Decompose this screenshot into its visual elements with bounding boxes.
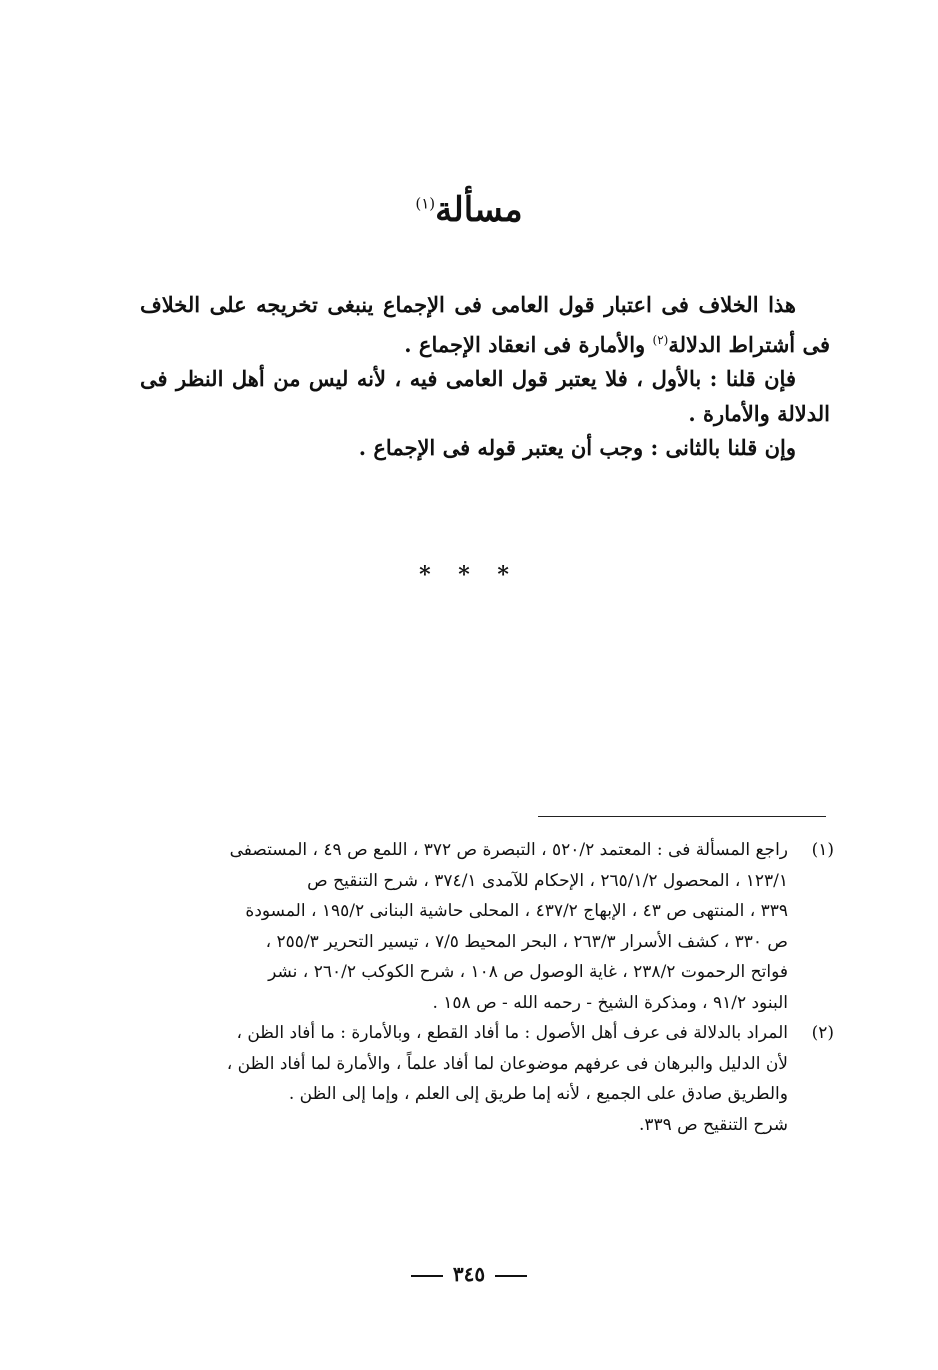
footnote-text — [138, 835, 788, 1018]
footnote-line: المراد بالدلالة فى عرف أهل الأصول : ما أفاد القطع ، وبالأمارة : ما أفاد الظن ، — [236, 1023, 788, 1043]
footnote-line: ص ٣٣٠ ، كشف الأسرار ٢٦٣/٣ ، البحر المحيط ٧/٥ ، تيسير التحرير ٢٥٥/٣ ، — [265, 931, 788, 952]
paragraph-2 — [140, 362, 830, 431]
body-line-2b: والأمارة فى انعقاد الإجماع . — [404, 331, 653, 357]
section-separator: * * * — [419, 562, 519, 588]
main-text — [140, 288, 830, 466]
footnote-line: البنود ٩١/٢ ، ومذكرة الشيخ - رحمه الله - ص ١٥٨ . — [432, 992, 788, 1013]
footnote-line: راجع المسألة فى : المعتمد ٥٢٠/٢ ، التبصرة ص ٣٧٢ ، اللمع ص ٤٩ ، المستصفى — [229, 840, 788, 860]
body-line-3: فإن قلنا : بالأول ، فلا يعتبر قول العامى فيه ، لأنه ليس من أهل النظر فى — [140, 366, 796, 391]
footnote-text — [138, 1018, 788, 1140]
paragraph-1 — [140, 288, 830, 362]
title-text: مسألة — [435, 190, 523, 230]
title-footnote-ref: (١) — [415, 194, 436, 213]
page-number-dash — [411, 1275, 443, 1277]
footnote-line: ١٢٣/١ ، المحصول ٢٦٥/١/٢ ، الإحكام للآمدى ٣٧٤/١ ، شرح التنقيح ص — [307, 870, 788, 891]
footnotes — [138, 835, 832, 1140]
footnote-line: ٣٣٩ ، المنتهى ص ٤٣ ، الإبهاج ٤٣٧/٢ ، المحلى حاشية البنانى ١٩٥/٢ ، المسودة — [245, 901, 788, 921]
page-number — [0, 1262, 938, 1286]
page-number-dash — [495, 1275, 527, 1277]
body-footnote-ref: (٢) — [652, 332, 669, 347]
footnote-line: شرح التنقيح ص ٣٣٩. — [638, 1114, 788, 1135]
footnote-number: (٢) — [811, 1023, 834, 1043]
footnote-line: لأن الدليل والبرهان فى عرفهم موضوعان لما أفاد علماً ، والأمارة لما أفاد الظن ، — [226, 1053, 788, 1074]
page-number-text: ٣٤٥ — [452, 1262, 486, 1286]
section-title — [0, 190, 938, 230]
body-line-5: وإن قلنا بالثانى : وجب أن يعتبر قوله فى الإجماع . — [358, 435, 796, 460]
footnote-line: والطريق صادق على الجميع ، لأنه إما طريق إلى العلم ، وإما إلى الظن . — [288, 1084, 788, 1104]
body-line-1: هذا الخلاف فى اعتبار قول العامى فى الإجماع ينبغى تخريجه على الخلاف فى — [140, 292, 830, 357]
footnote-divider — [538, 816, 826, 817]
footnote-line: فواتح الرحموت ٢٣٨/٢ ، غاية الوصول ص ١٠٨ ، شرح الكوكب ٢٦٠/٢ ، نشر — [268, 962, 788, 982]
paragraph-3 — [140, 431, 830, 466]
body-line-2a: أشتراط الدلالة — [668, 331, 796, 357]
footnote-number: (١) — [811, 840, 834, 860]
footnote-2 — [138, 1018, 832, 1140]
body-line-4: الدلالة والأمارة . — [688, 400, 830, 426]
footnote-1 — [138, 835, 832, 1018]
